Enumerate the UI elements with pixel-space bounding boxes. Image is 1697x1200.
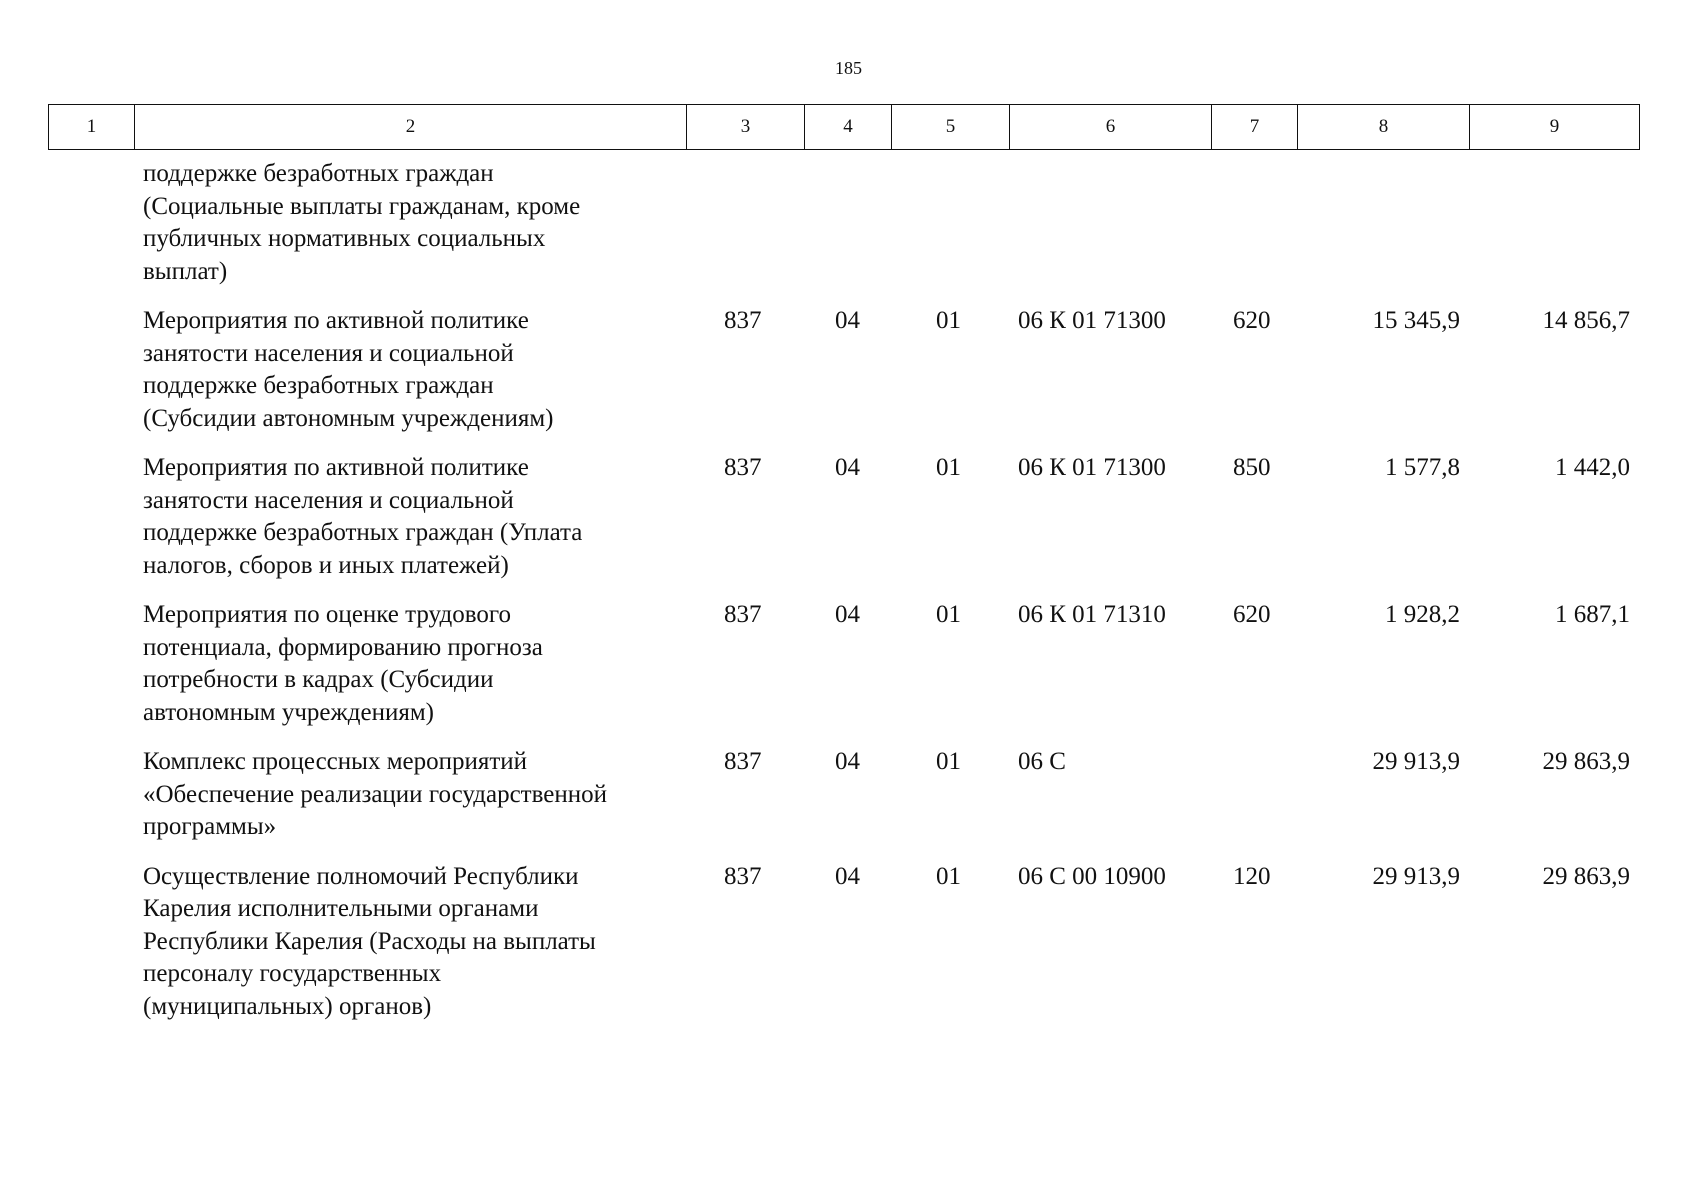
row-subsection-code: 01 <box>936 748 961 775</box>
description-line: Карелия исполнительными органами <box>143 895 539 922</box>
row-section-code: 04 <box>835 748 860 775</box>
description-line: «Обеспечение реализации государственной <box>143 780 607 808</box>
budget-table-body <box>48 158 1639 1040</box>
page-number: 185 <box>835 58 862 78</box>
row-amount-executed: 29 863,9 <box>1542 748 1630 775</box>
header-col-9: 9 <box>1470 105 1640 150</box>
row-amount-approved: 29 913,9 <box>1372 862 1460 890</box>
description-line: программы» <box>143 813 277 840</box>
description-line: персоналу государственных <box>143 960 442 987</box>
row-target-article: 06 К 01 71300 <box>1018 307 1166 334</box>
description-line: Республики Карелия (Расходы на выплаты <box>143 927 596 955</box>
description-line: (муниципальных) органов) <box>143 992 432 1020</box>
row-amount-approved: 15 345,9 <box>1372 307 1460 334</box>
description-line: занятости населения и социальной <box>143 339 514 367</box>
description-line: Комплекс процессных мероприятий <box>143 748 528 775</box>
column-number-header <box>48 104 1640 150</box>
row-expense-type: 620 <box>1233 601 1271 628</box>
row-expense-type: 850 <box>1233 454 1271 481</box>
description-line: поддержке безработных граждан <box>143 160 494 187</box>
row-subsection-code: 01 <box>936 862 961 890</box>
row-amount-executed: 14 856,7 <box>1542 307 1630 334</box>
table-row <box>48 452 1639 582</box>
row-target-article: 06 К 01 71300 <box>1018 454 1166 481</box>
row-subsection-code: 01 <box>936 601 961 628</box>
header-col-3: 3 <box>687 105 805 150</box>
description-line: Мероприятия по активной политике <box>143 454 529 481</box>
row-ministry-code: 837 <box>724 748 762 775</box>
row-section-code: 04 <box>835 307 860 334</box>
row-ministry-code: 837 <box>724 862 762 890</box>
row-amount-executed: 1 442,0 <box>1555 454 1630 481</box>
row-target-article: 06 С <box>1018 748 1066 775</box>
row-section-code: 04 <box>835 862 860 890</box>
table-row <box>48 746 1639 844</box>
header-col-1: 1 <box>49 105 135 150</box>
description-line: автономным учреждениям) <box>143 698 435 726</box>
header-col-2: 2 <box>135 105 687 150</box>
row-expense-type: 120 <box>1233 862 1271 890</box>
description-line: налогов, сборов и иных платежей) <box>143 551 509 579</box>
description-line: публичных нормативных социальных <box>143 225 546 252</box>
description-line: выплат) <box>143 257 228 285</box>
row-section-code: 04 <box>835 454 860 481</box>
row-amount-approved: 1 928,2 <box>1385 601 1460 628</box>
description-line: занятости населения и социальной <box>143 486 514 514</box>
table-row <box>48 305 1639 435</box>
row-subsection-code: 01 <box>936 454 961 481</box>
table-row <box>48 599 1639 729</box>
table-row <box>48 861 1639 1024</box>
table-row <box>48 158 1639 288</box>
description-line: (Социальные выплаты гражданам, кроме <box>143 192 581 220</box>
header-col-7: 7 <box>1212 105 1298 150</box>
description-line: поддержке безработных граждан (Уплата <box>143 519 583 546</box>
row-description <box>134 746 686 844</box>
description-line: потребности в кадрах (Субсидии <box>143 666 494 693</box>
description-line: Осуществление полномочий Республики <box>143 862 579 890</box>
row-expense-type: 620 <box>1233 307 1271 334</box>
row-section-code: 04 <box>835 601 860 628</box>
description-line: Мероприятия по активной политике <box>143 307 529 334</box>
header-col-6: 6 <box>1010 105 1212 150</box>
row-description <box>134 305 686 435</box>
row-subsection-code: 01 <box>936 307 961 334</box>
row-ministry-code: 837 <box>724 601 762 628</box>
header-col-8: 8 <box>1298 105 1470 150</box>
row-amount-approved: 1 577,8 <box>1385 454 1460 481</box>
row-amount-executed: 29 863,9 <box>1542 862 1630 890</box>
row-description <box>134 158 686 288</box>
description-line: потенциала, формированию прогноза <box>143 633 543 661</box>
row-amount-approved: 29 913,9 <box>1372 748 1460 775</box>
row-description <box>134 452 686 582</box>
row-amount-executed: 1 687,1 <box>1555 601 1630 628</box>
header-col-5: 5 <box>892 105 1010 150</box>
row-description <box>134 861 686 1024</box>
row-ministry-code: 837 <box>724 307 762 334</box>
header-col-4: 4 <box>805 105 892 150</box>
row-description <box>134 599 686 729</box>
description-line: (Субсидии автономным учреждениям) <box>143 404 554 432</box>
description-line: Мероприятия по оценке трудового <box>143 601 511 628</box>
row-target-article: 06 К 01 71310 <box>1018 601 1166 628</box>
description-line: поддержке безработных граждан <box>143 372 494 399</box>
row-target-article: 06 С 00 10900 <box>1018 862 1166 890</box>
row-ministry-code: 837 <box>724 454 762 481</box>
